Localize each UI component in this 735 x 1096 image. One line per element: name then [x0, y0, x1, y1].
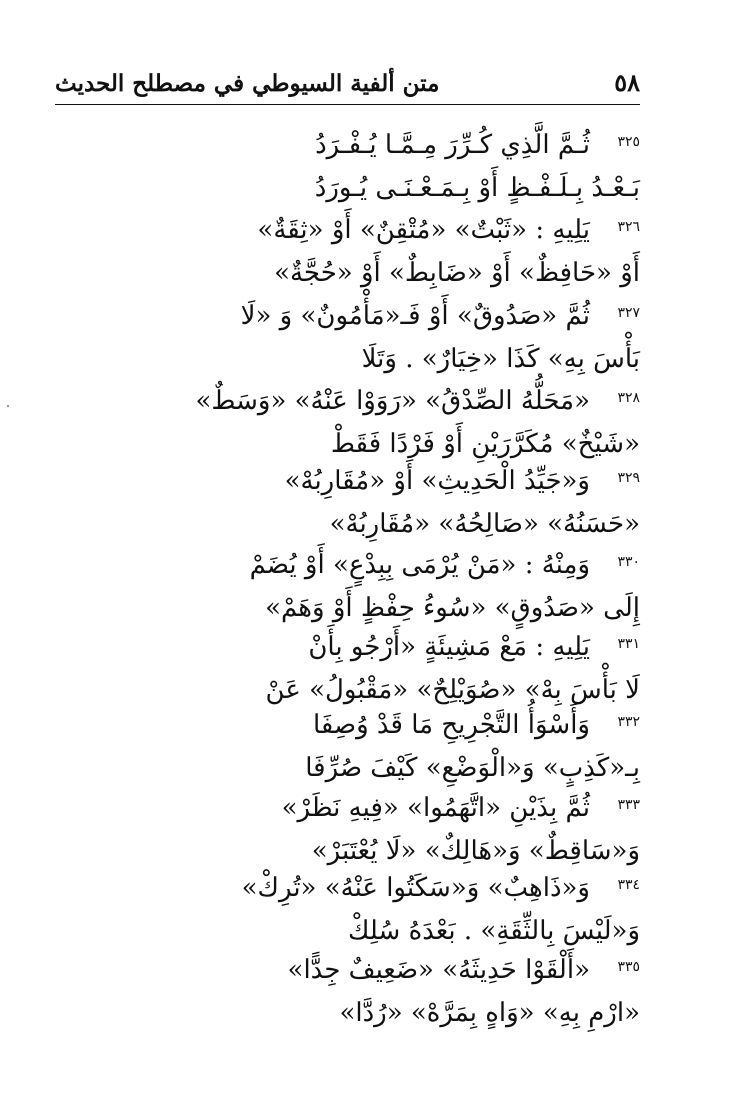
page-number: ٥٨ [614, 68, 640, 97]
verse-first-hemistich: يَلِيهِ : مَعْ مَشِيئَةٍ «أَرْجُو بِأَنْ [308, 632, 590, 662]
verse-first-hemistich: ثُمَّ بِذَيْنِ «اتَّهَمُوا» «فِيهِ نَظَرْ» [281, 793, 590, 823]
verse-second-hemistich: وَ«سَاقِطٌ» وَ«هَالِكٌ» «لَا يُعْتَبَرْ» [311, 836, 640, 866]
verse-number: ٣٣٥ [617, 959, 640, 975]
verse-number: ٣٣٣ [617, 797, 640, 813]
verse-first-hemistich: ثُمَّ «صَدُوقٌ» أَوْ فَـ«مَأْمُونٌ» وَ «لَا [240, 301, 590, 331]
verse-second-hemistich: وَ«لَيْسَ بِالثِّقَةِ» . بَعْدَهُ سُلِكْ [348, 916, 640, 946]
verse-number: ٣٣٢ [617, 714, 640, 730]
verse-second-hemistich: «شَيْخٌ» مُكَرَّرَيْنِ أَوْ فَرْدًا فَقَطْ [330, 429, 640, 459]
verse-first-hemistich: وَأَسْوَأُ التَّجْرِيحِ مَا قَدْ وُصِفَا [312, 710, 590, 740]
verse-second-hemistich: «ارْمِ بِهِ» «وَاهٍ بِمَرَّهْ» «رُدَّا» [339, 998, 640, 1028]
verse-number: ٣٣١ [617, 636, 640, 652]
running-title: متن ألفية السيوطي في مصطلح الحديث [55, 70, 440, 97]
verse-number: ٣٢٩ [617, 470, 640, 486]
verse-first-hemistich: وَ«ذَاهِبٌ» وَ«سَكَتُوا عَنْهُ» «تُرِكْ» [241, 873, 590, 903]
verse-first-hemistich: يَلِيهِ : «ثَبْتٌ» «مُتْقِنٌ» أَوْ «ثِقَةٌ» [257, 215, 590, 245]
verse-first-hemistich: وَمِنْهُ : «مَنْ يُرْمَى بِبِدْعٍ» أَوْ يُضَمْ [249, 550, 590, 580]
verse-second-hemistich: بَأْسَ بِهِ» كَذَا «خِيَارٌ» . وَتَلَا [361, 344, 640, 374]
verse-number: ٣٣٠ [617, 554, 640, 570]
page-header [55, 66, 640, 106]
verse-number: ٣٢٦ [617, 219, 640, 235]
verse-number: ٣٢٧ [617, 305, 640, 321]
verse-second-hemistich: لَا بَأْسَ بِهْ» «صُوَيْلِحٌ» «مَقْبُولُ» عَنْ [265, 675, 640, 705]
verse-first-hemistich: وَ«جَيِّدُ الْحَدِيثِ» أَوْ «مُقَارِبُهْ» [284, 466, 590, 496]
margin-speck [7, 405, 9, 407]
verse-number: ٣٣٤ [617, 877, 640, 893]
verse-second-hemistich: إِلَى «صَدُوقٍ» «سُوءُ حِفْظٍ أَوْ وَهَمْ» [265, 593, 640, 623]
verse-first-hemistich: «مَحَلُّهُ الصِّدْقُ» «رَوَوْا عَنْهُ» «وَسَطٌ» [195, 386, 590, 416]
verse-number: ٣٢٨ [617, 390, 640, 406]
verse-second-hemistich: بِـ«كَذِبٍ» وَ«الْوَضْعِ» كَيْفَ صُرِّفَا [305, 753, 640, 783]
verse-number: ٣٢٥ [617, 134, 640, 150]
verse-first-hemistich: «أَلْقَوْا حَدِيثَهُ» «ضَعِيفٌ جِدًّا» [287, 955, 590, 985]
header-divider [55, 104, 640, 105]
verse-second-hemistich: أَوْ «حَافِظٌ» أَوْ «ضَابِطٌ» أَوْ «حُجَّةٌ» [274, 258, 640, 288]
verse-second-hemistich: بَـعْـدُ بِـلَـفْـظٍ أَوْ بِـمَـعْـنَـى يُـورَدُ [314, 173, 640, 203]
verse-second-hemistich: «حَسَنُهُ» «صَالِحُهُ» «مُقَارِبُهْ» [329, 509, 640, 539]
verse-first-hemistich: ثُـمَّ الَّذِي كُـرِّرَ مِـمَّـا يُـفْـرَدُ [315, 130, 590, 160]
